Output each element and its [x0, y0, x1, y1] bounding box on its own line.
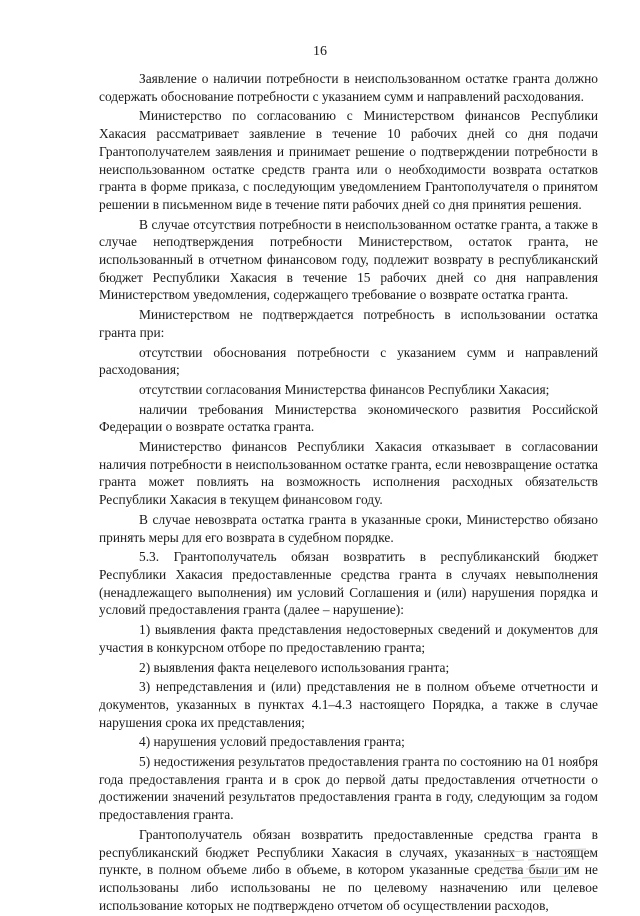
paragraph: Министерством не подтверждается потребность в использовании остатка гранта при: [99, 307, 598, 340]
list-item: 1) выявления факта представления недостоверных сведений и документов для участия в конкурсном отборе по предоставлению гранта; [99, 622, 598, 655]
section-5-3: 5.3. Грантополучатель обязан возвратить в республиканский бюджет Республики Хакасия предоставленные средства гранта в случаях невыполнения (ненадлежащего выполнения) им условий Соглашения и (или) нарушения порядка и условий предоставления гранта (далее – нарушение): [99, 549, 598, 618]
paragraph: Грантополучатель обязан возвратить предоставленные средства гранта в республиканский бюджет Республики Хакасия в случаях, указанных в настоящем пункте, в полном объеме либо в объеме, в котором указанные средства были им не использованы либо использованы не по целевому назначению или целевое использование которых не подтверждено отчетом об осуществлении расходов, [99, 826, 598, 913]
list-item: наличии требования Министерства экономического развития Российской Федерации о возврате остатка гранта. [99, 401, 598, 435]
list-item: 5) недостижения результатов предоставления гранта по состоянию на 01 ноября года предоставления гранта и в срок до первой даты предоставления отчетности о достижении значений результатов предоставления гранта в году, следующим за годом предоставления гранта. [99, 754, 598, 823]
paragraph: Министерство по согласованию с Министерством финансов Республики Хакасия рассматривает заявление в течение 10 рабочих дней со дня подачи Грантополучателем заявления и принимает решение о подтверждении потребности в неиспользованном остатке средств гранта или о необходимости возврата остатков гранта в форме приказа, с последующим уведомлением Грантополучателя о принятом решении в письменном виде в течение пяти рабочих дней со дня принятия решения. [99, 108, 598, 212]
list-item: 3) непредставления и (или) представления не в полном объеме отчетности и документов, указанных в пунктах 4.1–4.3 настоящего Порядка, а также в случае нарушения срока их представления; [99, 679, 598, 730]
faint-stamp-mark [488, 845, 588, 887]
paragraph: В случае отсутствия потребности в неиспользованном остатке гранта, а также в случае неподтверждения потребности Министерством, остаток гранта, не использованный в отчетном финансовом году, подлежит возврату в республиканский бюджет Республики Хакасия в течение 15 рабочих дней со дня направления Министерством уведомления, содержащего требование о возврате остатка гранта. [99, 216, 598, 303]
page-number: 16 [313, 44, 327, 59]
list-item: 2) выявления факта нецелевого использования гранта; [139, 659, 450, 675]
paragraph: В случае невозврата остатка гранта в указанные сроки, Министерство обязано принять меры для его возврата в судебном порядке. [99, 511, 598, 545]
list-item: 4) нарушения условий предоставления гранта; [139, 734, 405, 750]
document-body [99, 70, 598, 916]
paragraph: Министерство финансов Республики Хакасия отказывает в согласовании наличия потребности в неиспользованном остатке гранта, если невозвращение остатка гранта может повлиять на возможность исполнения расходных обязательств Республики Хакасия в текущем финансовом году. [99, 439, 598, 508]
list-item: отсутствии обоснования потребности с указанием сумм и направлений расходования; [99, 344, 598, 378]
list-item: отсутствии согласования Министерства финансов Республики Хакасия; [139, 381, 550, 397]
paragraph: Заявление о наличии потребности в неиспользованном остатке гранта должно содержать обоснование потребности с указанием сумм и направлений расходования. [99, 71, 598, 104]
